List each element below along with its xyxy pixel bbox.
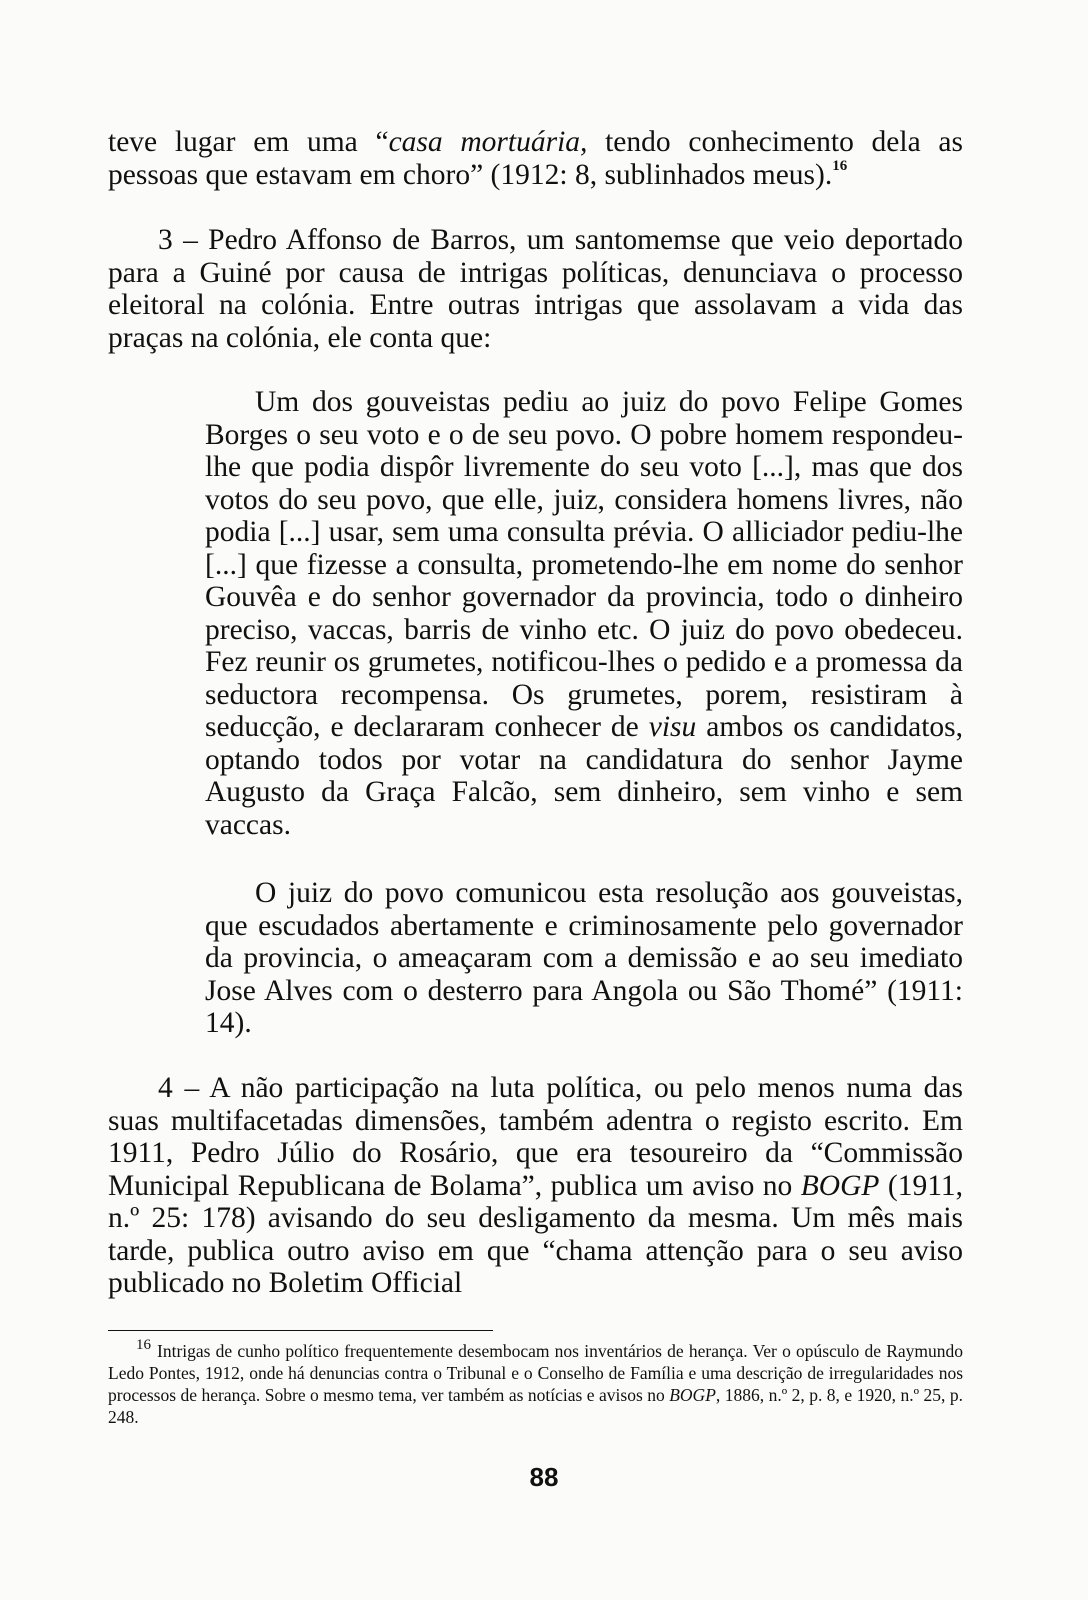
footnote-number: 16 [136,1337,151,1353]
quote-text-2: O juiz do povo comunicou esta resolução aos gouveistas, que escudados abertamente e criminosamente pelo governador da provincia, o ameaçaram com a demissão e ao seu imediato Jose Alves com o desterro para Angola ou São Thomé” (1911: 14). [205,877,963,1039]
p1-text-a: teve lugar em uma “ [108,126,389,158]
footnote-reference[interactable]: 16 [832,157,848,174]
footnote-text-a: Intrigas de cunho político frequentemente desembocam nos inventários de herança. Ver o opúsculo de Raymundo Ledo Pontes, 1912, onde há denuncias contra o Tribunal e o Conselho de Família e uma descrição de irregularidades nos processos de herança. Sobre o mesmo tema, ver também as notícias e avisos no [108,1341,963,1405]
paragraph-continuation [108,126,963,191]
p1-italic: casa mortuária, [388,126,588,158]
block-quote-paragraph-2 [205,877,963,1040]
footnote-16 [108,1337,963,1428]
paragraph-3 [108,224,963,354]
quote-italic: visu [648,711,697,743]
p2-text: 3 – Pedro Affonso de Barros, um santomemse que veio deportado para a Guiné por causa de intrigas políticas, denunciava o processo eleitoral na colónia. Entre outras intrigas que assolavam a vida das praças na colónia, ele conta que: [108,224,963,354]
paragraph-4 [108,1072,963,1300]
page-number: 88 [529,1462,559,1492]
p4-text-a: 4 – A não participação na luta política, ou pelo menos numa das suas multifacetadas dimensões, também adentra o registo escrito. Em 1911, Pedro Júlio do Rosário, que era tesoureiro da “Commissão Municipal Republicana de Bolama”, publica um aviso no [108,1072,963,1202]
quote-text-a: Um dos gouveistas pediu ao juiz do povo Felipe Gomes Borges o seu voto e o de seu povo. O pobre homem respondeu-lhe que podia dispôr livremente do seu voto [...], mas que dos votos do seu povo, que elle, juiz, considera homens livres, não podia [...] usar, sem uma consulta prévia. O alliciador pediu-lhe [...] que fizesse a consulta, prometendo-lhe em nome do senhor Gouvêa e do senhor governador da provincia, todo o dinheiro preciso, vaccas, barris de vinho etc. O juiz do povo obedeceu. Fez reunir os grumetes, notificou-lhes o pedido e a promessa da seductora recompensa. Os grumetes, porem, resistiram à seducção, e declararam conhecer de [205,386,963,743]
p1-text-b: tendo conhecimento dela as pessoas que estavam em choro” (1912: 8, sublinhados meus). [108,126,963,191]
quote-text-b: ambos os candidatos, optando todos por votar na candidatura do senhor Jayme Augusto da Graça Falcão, sem dinheiro, sem vinho e sem vaccas. [205,711,964,841]
block-quote-paragraph-1 [205,386,963,841]
footnote-text-b: , 1886, n.º 2, p. 8, e 1920, n.º 25, p. 248. [108,1385,963,1427]
p4-text-b: (1911, n.º 25: 178) avisando do seu desligamento da mesma. Um mês mais tarde, publica outro aviso em que “chama attenção para o seu aviso publicado no Boletim Official [108,1169,964,1299]
p4-italic: BOGP [800,1169,880,1202]
footnote-italic: BOGP [669,1385,716,1405]
footnote-divider [108,1330,493,1331]
